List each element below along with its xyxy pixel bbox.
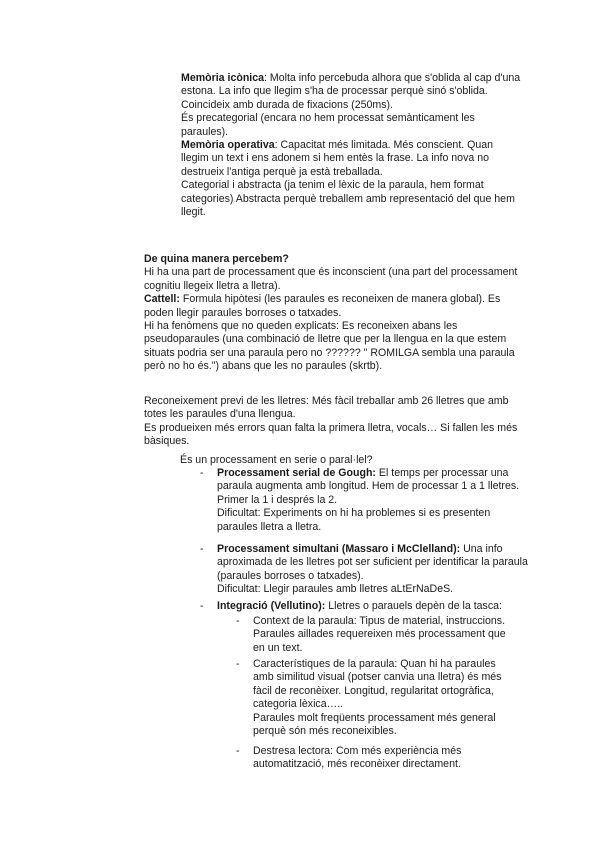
iconic-memory-term: Memòria icònica	[181, 72, 265, 84]
list-item-integration	[200, 600, 529, 613]
bullet-dash: -	[236, 615, 240, 627]
perception-heading	[144, 253, 529, 266]
sublist-item-characteristics	[236, 658, 513, 738]
processing-question: És un processament en serie o paral·lel?	[180, 454, 373, 466]
operative-memory-text2: Categorial i abstracta (ja tenim el lèxic de la paraula, hem format categories) Abstracta perquè treballem amb representació del que hem llegit.	[181, 179, 515, 219]
context-text: Context de la paraula: Tipus de material, instruccions. Paraules aillades requereixen més processament que en un text.	[253, 615, 506, 654]
bullet-dash: -	[200, 543, 204, 555]
simultaneous-difficulty: Dificultat: Llegir paraules amb lletres aLtErNaDeS.	[217, 583, 454, 596]
sublist-item-context	[236, 615, 513, 655]
operative-memory-term: Memòria operativa	[181, 139, 275, 152]
operative-memory-text: : Capacitat més limitada. Més conscient. Quan llegim un text i ens adonem si hem entès la frase. La info nova no destrueix l'antiga perquè ja està treballada.	[181, 139, 494, 178]
simultaneous-text: Una info aproximada de les lletres pot ser suficient per identificar la paraula (paraules borroses o tatxades).	[217, 543, 528, 582]
list-item-simultaneous	[200, 543, 529, 597]
integration-text: Lletres o parauels depèn de la tasca:	[325, 600, 502, 612]
characteristics-text2: Paraules molt freqüents processament més general perquè són més reconeixibles.	[253, 711, 496, 738]
iconic-memory-paragraph	[181, 72, 521, 112]
phenomena-paragraph: Hi ha fenòmens que no queden explicats: Es reconeixen abans les pseudoparaules (una combinació de lletre que per la llengua en la que estem situats podria ser una paraula pero no ?????? " ROMILGA sembla una paraula però no ho és.") abans que les no paraules (skrtb).	[144, 320, 515, 373]
reading-skill-text: Destresa lectora: Com més experiència més automatització, més reconèixer directament.	[253, 745, 462, 771]
integration-term: Integració (Vellutino):	[217, 600, 326, 612]
memory-section	[181, 72, 521, 219]
bullet-dash: -	[236, 745, 240, 757]
errors-paragraph: Es produeixen més errors quan falta la primera lletra, vocals… Si fallen les més bàsiques.	[144, 421, 518, 448]
simultaneous-paragraph	[217, 543, 529, 583]
prior-recognition-paragraph: Reconeixement previ de les lletres: Més fàcil treballar amb 26 lletres que amb totes les paraules d'una llengua.	[144, 395, 509, 421]
bullet-dash: -	[200, 600, 204, 612]
bullet-dash: -	[200, 467, 204, 479]
serial-term: Processament serial de Gough:	[217, 467, 376, 479]
sublist-item-reading-skill	[236, 745, 513, 772]
cattell-text: Formula hipòtesi (les paraules es reconeixen de manera global). Es poden llegir paraules borroses o tatxades.	[144, 293, 501, 319]
cattell-term: Cattell:	[144, 293, 180, 306]
integration-paragraph	[217, 600, 529, 613]
serial-difficulty: Dificultat: Experiments on hi ha problemes si es presenten paraules lletra a lletra.	[217, 507, 491, 533]
perception-heading-text: De quina manera percebem?	[144, 253, 289, 265]
recognition-section	[144, 395, 529, 449]
bullet-dash: -	[236, 658, 240, 670]
cattell-paragraph	[144, 293, 529, 320]
serial-paragraph	[217, 467, 529, 507]
perception-intro: Hi ha una part de processament que és inconscient (una part del processament cognitiu llegeix lletra a lletra).	[144, 266, 518, 292]
characteristics-text: Característiques de la paraula: Quan hi ha paraules amb similitud visual (potser canvia una lletra) és més fàcil de reconèixer. Longitud, regularitat ortogràfica, categoria lèxica…..	[253, 658, 502, 711]
iconic-memory-text: : Molta info percebuda alhora que s'oblida al cap d'una estona. La info que llegim s'ha de processar perquè sinó s'oblida. Coincideix amb durada de fixacions (250ms).	[181, 72, 521, 111]
perception-section	[144, 253, 529, 374]
simultaneous-term: Processament simultani (Massaro i McClelland):	[217, 543, 461, 555]
serial-text: El temps per processar una paraula augmenta amb longitud. Hem de processar 1 a 1 lletres. Primer la 1 i després la 2.	[217, 467, 520, 506]
iconic-memory-text2: És precategorial (encara no hem processat semànticament les paraules).	[181, 112, 475, 138]
list-item-serial	[200, 467, 529, 534]
operative-memory-paragraph	[181, 139, 521, 179]
